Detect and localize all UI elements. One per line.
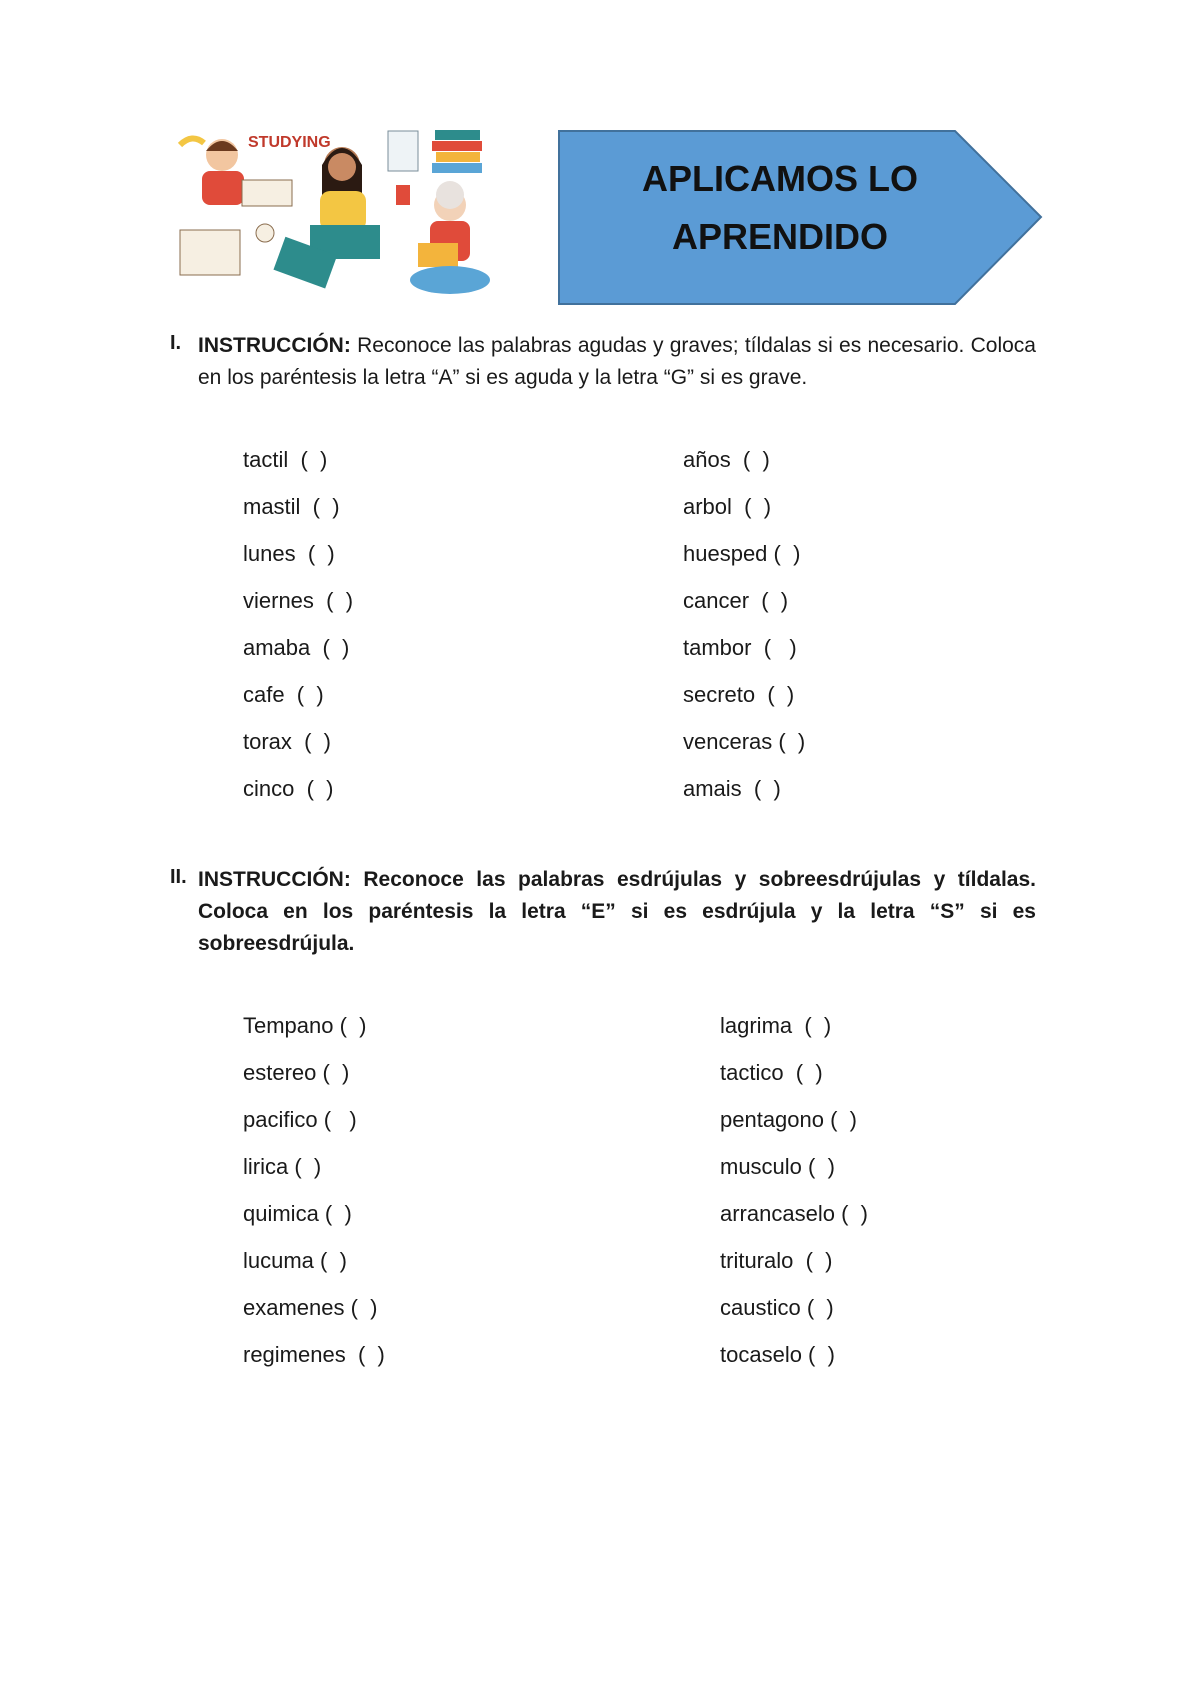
word-item: cinco ( ) (243, 776, 334, 801)
word-item: trituralo ( ) (720, 1248, 833, 1273)
word-item: arrancaselo ( ) (720, 1201, 868, 1226)
section-1-instruction (198, 330, 1036, 394)
word-item: torax ( ) (243, 729, 332, 754)
section-1-number: I. (170, 332, 182, 354)
word-item: tambor ( ) (683, 635, 797, 660)
section-2-left-column (243, 1002, 385, 1378)
section-2-instruction (198, 864, 1036, 960)
word-item: amais ( ) (683, 776, 781, 801)
word-item: huesped ( ) (683, 541, 801, 566)
word-item: musculo ( ) (720, 1154, 835, 1179)
banner-title-line1: APLICAMOS LO (642, 158, 918, 199)
word-item: años ( ) (683, 447, 770, 472)
studying-label: STUDYING (248, 134, 331, 151)
word-item: arbol ( ) (683, 494, 772, 519)
word-item: Tempano ( ) (243, 1013, 367, 1038)
word-item: secreto ( ) (683, 682, 795, 707)
word-item: lunes ( ) (243, 541, 335, 566)
section-1-text: Reconoce las palabras agudas y graves; tíldalas si es necesario. Coloca en los paréntesis la letra “A” si es aguda y la letra “G” si es grave. (198, 334, 1036, 389)
word-item: tocaselo ( ) (720, 1342, 835, 1367)
word-item: tactico ( ) (720, 1060, 823, 1085)
word-item: estereo ( ) (243, 1060, 350, 1085)
section-1-left-column (243, 436, 353, 812)
section-2-text: Reconoce las palabras esdrújulas y sobreesdrújulas y tíldalas. Coloca en los paréntesis la letra “E” si es esdrújula y la letra “S” si es sobreesdrújula. (198, 868, 1036, 955)
word-item: amaba ( ) (243, 635, 350, 660)
banner-title (560, 150, 1000, 266)
section-2-number: II. (170, 866, 187, 888)
word-item: venceras ( ) (683, 729, 806, 754)
word-item: regimenes ( ) (243, 1342, 385, 1367)
word-item: viernes ( ) (243, 588, 354, 613)
word-item: lucuma ( ) (243, 1248, 347, 1273)
word-item: caustico ( ) (720, 1295, 834, 1320)
word-item: pacifico ( ) (243, 1107, 357, 1132)
word-item: lagrima ( ) (720, 1013, 832, 1038)
banner-title-line2: APRENDIDO (671, 216, 889, 257)
section-2-heading: INSTRUCCIÓN: (198, 868, 351, 891)
word-item: cancer ( ) (683, 588, 789, 613)
section-1-heading: INSTRUCCIÓN: (198, 334, 351, 357)
studying-illustration (170, 125, 500, 310)
word-item: lirica ( ) (243, 1154, 322, 1179)
section-2-right-column (720, 1002, 868, 1378)
word-item: examenes ( ) (243, 1295, 378, 1320)
word-item: mastil ( ) (243, 494, 340, 519)
word-item: cafe ( ) (243, 682, 324, 707)
section-1-right-column (683, 436, 805, 812)
word-item: pentagono ( ) (720, 1107, 857, 1132)
word-item: quimica ( ) (243, 1201, 352, 1226)
word-item: tactil ( ) (243, 447, 328, 472)
